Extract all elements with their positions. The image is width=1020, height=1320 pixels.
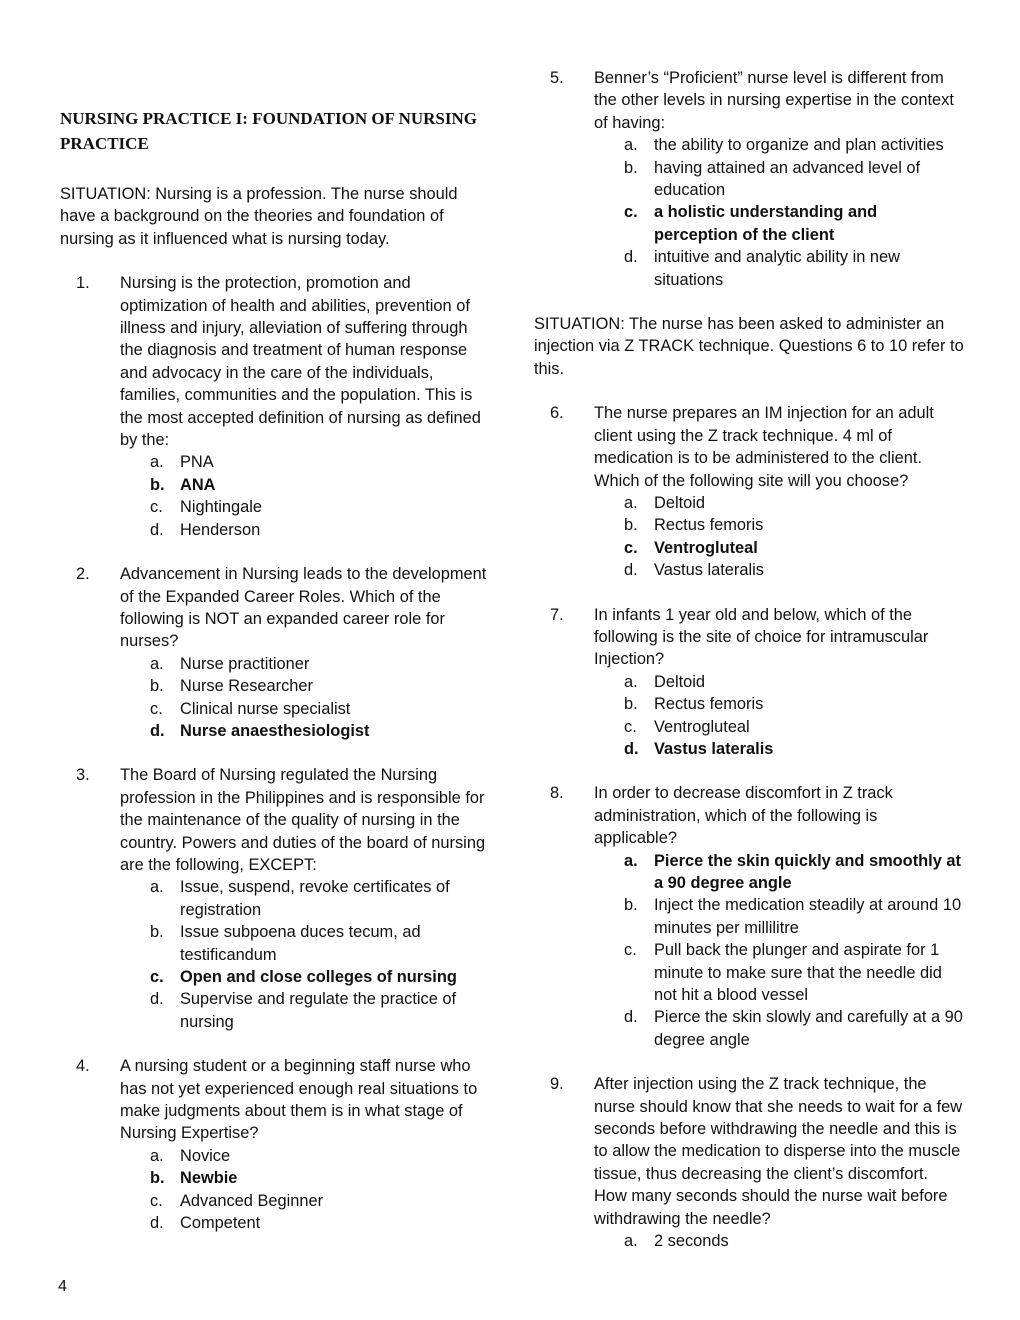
option-b: [120, 921, 490, 966]
option-d-answer: [594, 738, 964, 760]
option-text: Nurse practitioner: [180, 654, 310, 673]
question-number: 6.: [550, 404, 564, 423]
option-text: Vastus lateralis: [654, 561, 764, 580]
option-c: [594, 939, 964, 1006]
option-a: [120, 653, 490, 675]
option-b: [594, 514, 964, 536]
option-letter: b.: [150, 677, 164, 696]
option-letter: d.: [150, 1214, 164, 1233]
option-c: [120, 698, 490, 720]
option-text: Competent: [180, 1214, 261, 1233]
left-column: [60, 0, 490, 1234]
question-number: 2.: [76, 565, 90, 584]
question-number: 1.: [76, 274, 90, 293]
options-list-9: [594, 1230, 964, 1252]
option-letter: c.: [624, 717, 637, 736]
question-text: In order to decrease discomfort in Z track administration, which of the following is applicable?: [594, 784, 893, 848]
option-c: [120, 496, 490, 518]
option-text: intuitive and analytic ability in new situations: [654, 248, 900, 289]
option-letter: a.: [150, 1146, 164, 1165]
option-a: [120, 1145, 490, 1167]
option-b: [594, 693, 964, 715]
option-letter: a.: [150, 453, 164, 472]
option-letter: a.: [624, 136, 638, 155]
question-number: 9.: [550, 1075, 564, 1094]
option-text: Deltoid: [654, 493, 706, 512]
options-list-7: [594, 671, 964, 761]
option-letter: d.: [624, 248, 638, 267]
option-d: [594, 246, 964, 291]
option-a: [594, 492, 964, 514]
option-text: Pull back the plunger and aspirate for 1 minute to make sure that the needle did not hit a blood vessel: [654, 941, 942, 1005]
option-text: having attained an advanced level of education: [654, 158, 921, 200]
question-9: [534, 1073, 964, 1230]
option-text: 2 seconds: [654, 1232, 729, 1251]
option-text: Issue, suspend, revoke certificates of registration: [180, 878, 450, 919]
option-letter: a.: [624, 851, 638, 870]
question-text: Advancement in Nursing leads to the development of the Expanded Career Roles. Which of the following is NOT an expanded career role for nurses?: [120, 565, 487, 651]
question-text: The Board of Nursing regulated the Nursing profession in the Philippines and is responsible for the maintenance of the quality of nursing in the country. Powers and duties of the board of nursing are the following, EXCEPT:: [120, 766, 486, 874]
option-b: [594, 894, 964, 939]
question-number: 8.: [550, 784, 564, 803]
option-letter: b.: [150, 923, 164, 942]
page-title: NURSING PRACTICE I: FOUNDATION OF NURSING PRACTICE: [60, 109, 477, 153]
option-a-answer: [594, 850, 964, 895]
option-c: [594, 716, 964, 738]
options-list-3: [120, 876, 490, 1033]
question-1: [60, 272, 490, 451]
question-8: [534, 782, 964, 849]
option-letter: c.: [624, 203, 638, 222]
option-text: Henderson: [180, 520, 261, 539]
question-number: 3.: [76, 766, 90, 785]
option-text: Pierce the skin quickly and smoothly at a 90 degree angle: [654, 851, 961, 892]
question-text: Nursing is the protection, promotion and optimization of health and abilities, prevention of illness and injury, alleviation of suffering through the diagnosis and treatment of human response and advocacy in the care of the individuals, families, communities and the population. This is the most accepted definition of nursing as defined by the:: [120, 274, 481, 450]
option-text: Rectus femoris: [654, 695, 764, 714]
option-c: [120, 1190, 490, 1212]
option-letter: b.: [624, 516, 638, 535]
option-text: PNA: [180, 453, 214, 472]
option-letter: b.: [624, 695, 638, 714]
option-c-answer: [120, 966, 490, 988]
option-text: Issue subpoena duces tecum, ad testificandum: [180, 923, 421, 964]
option-b-answer: [120, 1167, 490, 1189]
option-letter: a.: [624, 672, 638, 691]
option-letter: d.: [150, 721, 165, 740]
option-a: [594, 1230, 964, 1252]
options-list-8: [594, 850, 964, 1052]
option-letter: b.: [150, 475, 165, 494]
option-letter: c.: [624, 538, 638, 557]
option-d-answer: [120, 720, 490, 742]
question-2: [60, 563, 490, 653]
question-6: [534, 402, 964, 492]
right-column: [534, 0, 964, 1253]
question-3: [60, 764, 490, 876]
option-text: Nurse anaesthesiologist: [180, 721, 370, 740]
option-text: Deltoid: [654, 672, 706, 691]
option-text: Vastus lateralis: [654, 739, 774, 758]
option-a: [120, 451, 490, 473]
situation-paragraph-2: SITUATION: The nurse has been asked to administer an injection via Z TRACK technique. Questions 6 to 10 refer to this.: [534, 315, 964, 378]
options-list-2: [120, 653, 490, 743]
option-letter: b.: [624, 896, 638, 915]
option-text: Ventrogluteal: [654, 717, 750, 736]
option-letter: d.: [624, 561, 638, 580]
question-number: 7.: [550, 605, 564, 624]
option-text: Novice: [180, 1146, 231, 1165]
question-5: [534, 67, 964, 134]
option-text: Advanced Beginner: [180, 1191, 324, 1210]
option-c-answer: [594, 537, 964, 559]
option-text: Inject the medication steadily at around 10 minutes per millilitre: [654, 896, 962, 937]
options-list-1: [120, 451, 490, 541]
situation-paragraph-1: SITUATION: Nursing is a profession. The nurse should have a background on the theories and foundation of nursing as it influenced what is nursing today.: [60, 185, 458, 248]
options-list-5: [594, 134, 964, 291]
option-letter: d.: [624, 739, 639, 758]
option-text: a holistic understanding and perception of the client: [654, 203, 878, 244]
option-text: ANA: [180, 475, 216, 494]
option-text: Clinical nurse specialist: [180, 699, 351, 718]
option-text: Nightingale: [180, 498, 263, 517]
options-list-4: [120, 1145, 490, 1235]
option-letter: c.: [150, 1191, 163, 1210]
option-text: Ventrogluteal: [654, 538, 758, 557]
option-d: [120, 1212, 490, 1234]
option-letter: d.: [150, 990, 164, 1009]
question-text: The nurse prepares an IM injection for an adult client using the Z track technique. 4 ml of medication is to be administered to the client. Which of the following site will you choose?: [594, 404, 934, 490]
option-letter: b.: [150, 1169, 165, 1188]
option-d: [120, 988, 490, 1033]
option-b-answer: [120, 474, 490, 496]
option-d: [594, 559, 964, 581]
option-letter: d.: [624, 1008, 638, 1027]
page-number: 4: [58, 1278, 67, 1295]
option-a: [120, 876, 490, 921]
question-text: After injection using the Z track technique, the nurse should know that she needs to wait for a few seconds before withdrawing the needle and this is to allow the medication to disperse into the muscle tissue, thus decreasing the client’s discomfort. How many seconds should the nurse wait before withdrawing the needle?: [594, 1075, 963, 1228]
option-b: [594, 157, 964, 202]
option-a: [594, 671, 964, 693]
option-text: the ability to organize and plan activities: [654, 136, 944, 155]
option-letter: c.: [150, 968, 164, 986]
option-letter: c.: [150, 699, 163, 718]
question-4: [60, 1055, 490, 1145]
option-text: Pierce the skin slowly and carefully at a 90 degree angle: [654, 1008, 963, 1049]
option-d: [120, 519, 490, 541]
option-letter: a.: [150, 878, 164, 897]
option-letter: c.: [624, 941, 637, 960]
option-letter: b.: [624, 158, 638, 177]
question-text: A nursing student or a beginning staff nurse who has not yet experienced enough real situations to make judgments about them is in what stage of Nursing Expertise?: [120, 1057, 478, 1143]
option-d: [594, 1006, 964, 1051]
option-letter: a.: [150, 654, 164, 673]
option-text: Newbie: [180, 1169, 238, 1188]
question-number: 5.: [550, 69, 564, 87]
question-text: Benner’s “Proficient” nurse level is different from the other levels in nursing expertise in the context of having:: [594, 69, 954, 132]
option-text: Supervise and regulate the practice of nursing: [180, 990, 457, 1031]
option-c-answer: [594, 201, 964, 246]
option-text: Open and close colleges of nursing: [180, 968, 457, 986]
question-number: 4.: [76, 1057, 90, 1076]
option-letter: a.: [624, 493, 638, 512]
option-letter: a.: [624, 1232, 638, 1251]
option-letter: c.: [150, 498, 163, 517]
option-a: [594, 134, 964, 156]
options-list-6: [594, 492, 964, 582]
question-7: [534, 604, 964, 671]
question-text: In infants 1 year old and below, which of the following is the site of choice for intramuscular Injection?: [594, 605, 929, 669]
option-text: Rectus femoris: [654, 516, 764, 535]
option-letter: d.: [150, 520, 164, 539]
option-text: Nurse Researcher: [180, 677, 313, 696]
option-b: [120, 675, 490, 697]
